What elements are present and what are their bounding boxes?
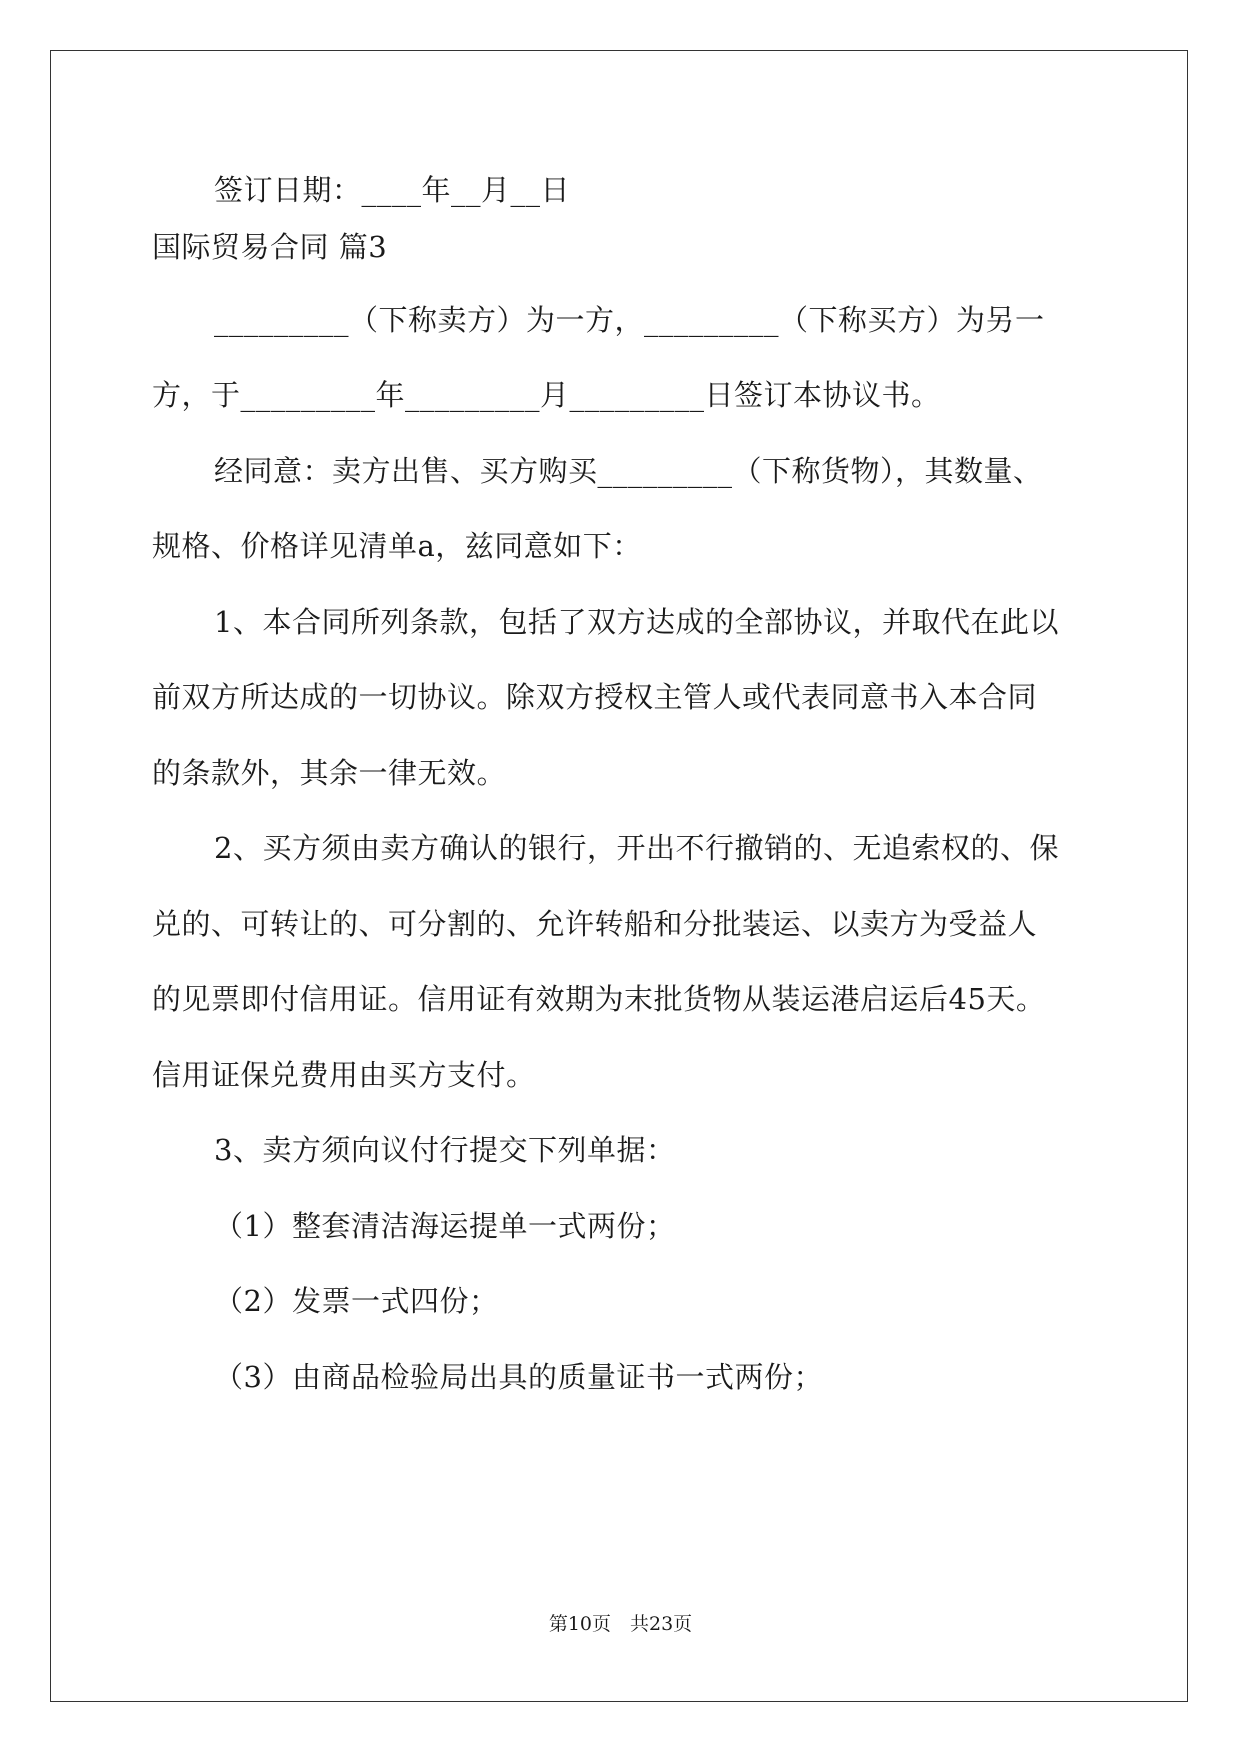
clause-2-line-2: 兑的、可转让的、可分割的、允许转船和分批装运、以卖方为受益人	[152, 907, 1038, 941]
signing-date-line: 签订日期：____年__月__日	[214, 173, 571, 207]
page-border	[50, 50, 1188, 1702]
section-heading: 国际贸易合同 篇3	[152, 230, 388, 264]
clause-2-line-3: 的见票即付信用证。信用证有效期为末批货物从装运港启运后45天。	[152, 982, 1046, 1016]
document-item-3: （3）由商品检验局出具的质量证书一式两份；	[214, 1360, 823, 1394]
clause-2-line-4: 信用证保兑费用由买方支付。	[152, 1058, 536, 1092]
clause-3-line-1: 3、卖方须向议付行提交下列单据：	[214, 1133, 676, 1167]
agreement-paragraph-line-1: 经同意：卖方出售、买方购买_________（下称货物），其数量、	[214, 454, 1043, 488]
agreement-paragraph-line-2: 规格、价格详见清单a，兹同意如下：	[152, 529, 642, 563]
clause-1-line-2: 前双方所达成的一切协议。除双方授权主管人或代表同意书入本合同	[152, 680, 1038, 714]
clause-1-line-1: 1、本合同所列条款，包括了双方达成的全部协议，并取代在此以	[214, 605, 1059, 639]
page-number: 第10页 共23页	[548, 1613, 693, 1635]
document-item-2: （2）发票一式四份；	[214, 1284, 499, 1318]
clause-2-line-1: 2、买方须由卖方确认的银行，开出不行撤销的、无追索权的、保	[214, 831, 1059, 865]
clause-1-line-3: 的条款外，其余一律无效。	[152, 756, 507, 790]
parties-paragraph-line-1: _________（下称卖方）为一方，_________（下称买方）为另一	[214, 303, 1045, 337]
parties-paragraph-line-2: 方，于_________年_________月_________日签订本协议书。	[152, 378, 941, 412]
document-item-1: （1）整套清洁海运提单一式两份；	[214, 1209, 676, 1243]
